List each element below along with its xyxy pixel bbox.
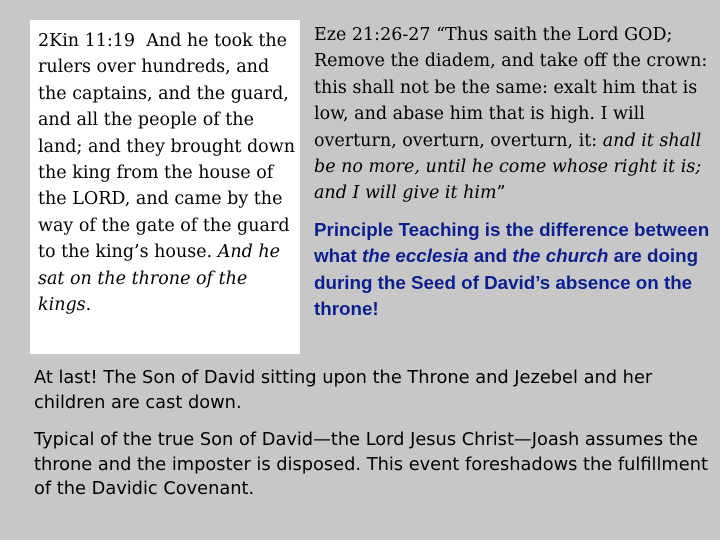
paragraph-joash: Typical of the true Son of David—the Lord Jesus Christ—Joash assumes the throne and the imposter is disposed. This event foreshadows the fulfillment of the Davidic Covenant. bbox=[34, 429, 708, 499]
ezekiel-quote bbox=[314, 22, 714, 207]
principle-and: and bbox=[473, 245, 508, 267]
principle-teaching bbox=[314, 217, 714, 323]
scripture-box-2kings bbox=[30, 20, 300, 354]
scripture-text: And he took the rulers over hundreds, and the captains, and the guard, and all the people of the land; and they brought down the king from the house of the LORD, and came by the way of the gate of the guard to the king’s house. bbox=[38, 31, 295, 263]
principle-part2: are doing during the Seed of David’s absence on the throne! bbox=[314, 245, 699, 320]
scripture-end-punct: . bbox=[85, 295, 92, 316]
principle-part1: Principle Teaching is the difference between what bbox=[314, 218, 710, 267]
principle-church: the church bbox=[512, 245, 609, 267]
quote-italic-text: and it shall be no more, until he come whose right it is; and I will give it him bbox=[314, 130, 702, 204]
quote-text: Eze 21:26-27 “Thus saith the Lord GOD; Remove the diadem, and take off the crown: this shall not be the same: exalt him that is low, and abase him that is high. I will overturn, overturn, overturn, it: bbox=[314, 25, 708, 151]
principle-ecclesia: the ecclesia bbox=[362, 245, 469, 267]
scripture-italic-text: And he sat on the throne of the kings bbox=[38, 242, 281, 316]
quote-close: ” bbox=[496, 183, 506, 204]
right-column bbox=[314, 22, 714, 322]
scripture-reference: 2Kin 11:19 bbox=[38, 31, 136, 51]
paragraph-son-of-david: At last! The Son of David sitting upon the Throne and Jezebel and her children are cast down. bbox=[34, 367, 653, 413]
